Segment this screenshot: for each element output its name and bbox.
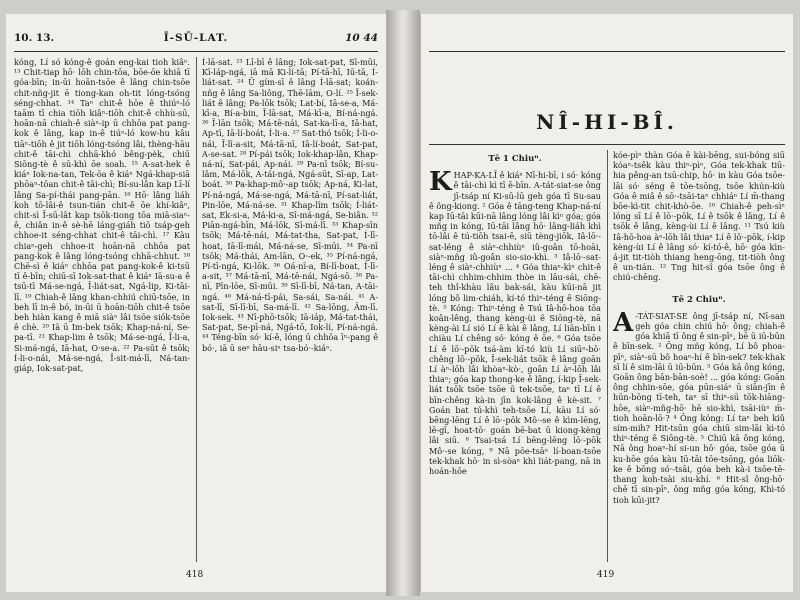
left-page-number: 418 xyxy=(186,570,204,580)
left-head-verse-ref: 10 44 xyxy=(345,32,378,44)
right-column-1 xyxy=(429,150,601,574)
right-column-divider xyxy=(607,150,608,562)
left-running-head xyxy=(14,32,378,48)
right-col2b-text xyxy=(613,307,785,505)
left-page xyxy=(6,14,387,592)
left-head-rule xyxy=(14,51,378,52)
book-title: NÎ-HI-BÎ. xyxy=(536,110,678,134)
left-col2-text: Í-lā-sat. ²³ Lī-bī ê lâng; Iok-sat-pat, Sī-mūi, Kī-láp-ngá, iā mā Ki-lí-tā; Pí-tā-hī, Iū-tā, Í-liát-sat. ²⁴ Ū gím-sī ê lâng Í-lā-sat; koán-nñg ê lâng Sa-liông, Thē-lām, O-lí. ²⁵ Ī-sek-liát ê lâng; Pa-lōk tsōk; Lat-bí, Iā-se-a, Má-kī-a, Bí-a-bin, Ī-lā-sat, Má-kī-a, Bí-ná-ngá. ²⁶ Ī-lān tsōk; Má-tē-nái, Sat-ka-lī-a, Iā-hat, Ap-tī, Iā-lí-boát, Í-li-a. ²⁷ Sat-thó tsōk; Í-li-o-nái, Ī-lī-a-sit, Má-tā-nī, Iā-lí-boát, Sat-pat, A-se-sat. ²⁸ Pí-pái tsōk; Iok-khap-lân, Khap-ná-ní, Sat-pái, Ap-nái. ²⁹ Pa-nī tsōk; Bí-su-lâm, Má-lōk, A-tái-ngá, Ngá-sūt, Sī-ap, Lat-boát. ³⁰ Pa-khap-mô·-ap tsōk; Ap-ná, Ki-lat, Pí-ná-ngá, Má-se-ngá, Má-tā-nī, Pí-sat-liát, Pin-lōe, Má-ná-se. ³¹ Khap-lîm tsōk; Í-liát-sat, Ek-si-a, Má-ki-a, Sī-má-ngá, Se-biân. ³² Piān-ngá-bīn, Má-lōk, Sī-má-lī. ³³ Khap-sīn tsōk; Má-tē-nái, Má-tat-tha, Sat-pat, Í-lī-hoat, Iā-lī-mái, Má-ná-se, Sī-mūi. ³⁴ Pa-nī tsōk; Má-thái, Am-lān, O·-ek, ³⁵ Pí-ná-ngá, Pí-tī-ngá, Ki-lōk. ³⁶ Oá-nī-a, Bí-lī-boat, Í-lī-a-sit, ³⁷ Má-tā-nī, Má-tē-nái, Ngá-sō. ³⁸ Pa-nī, Pīn-lōe, Sī-mūi. ³⁹ Sī-lī-bī, Ná-tan, A-tāi-ngá. ⁴⁰ Má-ná-tī-pái, Sa-sái, Sa-nái. ⁴¹ A-sat-lī, Sī-lī-bī, Sa-má-lī. ⁴² Sa-lōng, Âm-lī. Iok-sek. ⁴³ Nī-phō-tsōk; Iā-iáp, Má-tat-thái, Sat-pat, Se-pī-ná, Ngá-tō, Iok-lí, Pí-ná-ngá. ⁴⁴ Téng-bīn só· kí-ê, lóng ū chhōa īⁿ-pang ê bó·, iā ū seⁿ hāu-siⁿ tsa-bó·-kiáⁿ. xyxy=(202,57,378,353)
book-gutter xyxy=(386,10,420,596)
chapter-2-dropcap: A xyxy=(613,307,634,338)
right-col2-text: kóe-pìⁿ thàn Góa ê kài-bēng, sui-bóng siū kóaⁿ-tsêk kàu thiⁿ-pìⁿ, Góa tek-khak tiū-hia pêng-an tsū-chip, hō· in kàu Góa tsōe-lāi só· séng ê tōe-tsōng, tsōe khún-kiù Góa ê miâ ê sō·-tsāi-taⁿ chhiáⁿ Lí m̄-thang bōe-kì-tit chit-khò-ōe. ¹⁰ Chiah-ê peh-sìⁿ lóng sī Lí ê lō·-pōk, Lí ê tsōk ê lâng, Lí ê tsōk ê lâng, kèng-ùi Lí ê lâng. ¹¹ Tsú kiù Iâ-hō-hoa àⁿ-lōh lâi thiaⁿ Lí ê lō·-pōk, í-kip kèng-ùi Lí ê lâng só· kí-tó-ê, hō· góa kìn-á-jit tit-tiòh thiang heng-ōng, tit-tiòh ông ê un-tián. ¹² Tng hit-sî góa tsōe ông ê chiú-chēng. xyxy=(613,150,785,283)
left-column-2 xyxy=(202,57,378,574)
right-col1-body: HAP-KA-LĪ ê kiáⁿ Nī-hi-bī, i só· kóng ê tāi-chì kì tī ē-bīn. A-tát-siat-se ông jī-tsáp ní Ki-sū-lū geh góa tī Su-sau ê ông-kiong. ² Góa ê tāng-teng Khap-ná-ní kap Iū-tāi kūi-nā lâng lóng lâi kìⁿ góa; góa mñg in kóng, Iū-tāi lâng hō· lâng-liáh khì tō-lâi ê tú-tiōh tsai-ē, siū tèng-jiōk, Iâ-lō·-sat-léng ê siàⁿ-chhiùⁿ iû-goân tō-hoāi, siàⁿ-mñg iû-goân sio-sio-khì. ³ Iâ-lō·-sat-léng ê siàⁿ-chhiùⁿ ... ⁴ Góa thiaⁿ-kìⁿ chit-ê tāi-chì chhim-chhim thòe in lāu-sái, chē-teh thî-khàu lâu bak-sái, kàu kūi-nā jit lóng bô lim-chiáh, kí-tó thiⁿ-téng ê Siōng-tè. ⁵ Kóng: Thiⁿ-téng ê Tsú Iâ-hō-hoa tōa koân-lêng, thang kèng-ùi ê Siōng-tè, nā kèng-ài Lí sió Lí ê kài ê lâng, Lí liān-bīn i chiàu Lí chêng só· kóng ê ōe. ⁶ Góa tsōe Lí ê lō·-pōk tsá-àm kī-tó kiù Lí siūⁿ-bō· chêng lō·-pōk, Ī-sek-liát tsōk ê lâng goān Lí àⁿ-lōh lâi khòaⁿ-kò·, goān Lí àⁿ-lōh lâi thiaⁿ; góa kap thong-ke ê lâng, í-kip Ī-sek-liát tsōk tsōe tsōe ū tek-tsōe, taⁿ tī Lí ê bīn-chêng kà-in jīn kok-lâng ê kè-sit. ⁷ Goán bat tú-khì teh-tsōe Lí, kàu Lí só· bēng-lēng Lí ê lō·-pōk Mô·-se ê kìm-lēng, lē-gī, hoat-tō· goán bē-bat ū kiong-kèng lâi siū. ⁸ Tsai-tsá Lí bēng-lēng lō·-pōk Mô·-se kóng, ⁹ Nā pōe-tsāⁿ lí-boan-tsōe tek-khak hō· in sì-sòaⁿ khì liát-pang, nā in hoán-hōe xyxy=(429,170,601,477)
right-page xyxy=(420,14,793,592)
left-column-divider xyxy=(196,57,197,562)
left-head-chapter-ref: 10. 13. xyxy=(14,32,55,44)
chapter-1-dropcap: K xyxy=(429,167,452,198)
left-col1-text: kóng, Lí só kóng-ê goán eng-kai tioh kiâⁿ. ¹³ Chit-tiap hō· lōh chin-tōa, bōe-ōe khiā tī góa-bīn; in-ūi hoān-tsōe ê lâng chin-tsōe chit-nñg-jit ē tiong-kan oh-tit lóng-tsóng séng-chhat. ¹⁴ Taⁿ chit-ê hōe ê thiúⁿ-ló taām tī chia tiōh kiâⁿ-tiōh chit-ê chhù-sū, hoān-nā chiah-ê siàⁿ-ip ū chhōa pat pang-kok ê lâng, kap in-ê tiúⁿ-ló kow-hu kâu tiāⁿ-tiōh ê jit tiōh lóng-tsóng lâi, thèng-hāu chit-ê tāi-chì chhā-khó bêng-pèk, chiū Siōng-tè ê sū-khì ōe soah. ¹⁵ A-sat-hek ê kiáⁿ Iok-na-tan, Tek-ōa ê kiáⁿ Ngá-khap-siā phōaⁿ-tōan chit-ê tāi-chì; Bí-su-lân kap Lī-lí lâng Sa-pí-thái pang-pān. ¹⁶ Hō· lâng liáh koh tō-lâi-ê tsun-tián chit-ê ōe khí-kiâⁿ, chit-sì Ī-sū-lât kap tsōk-tiong tōa miā-siaⁿ-ê, chiân in-ê sè-hē láng-giáh tiō tsáp-geh chhoe-it séng-chhat chit-ê tāi-chì. ¹⁷ Kàu chiaⁿ-geh chhoe-it hoān-nā chhōa pat pang-kok ê lâng lóng-tsóng chhā-chhut. ¹⁸ Chē-sì ê kiáⁿ chhōa pat pang-kok-ê ki-tsū tī ê-bīn; chiū-sī Iok-sat-that ê kiáⁿ Iā-su-a ê tsū-tī Má-se-ngá, Ī-liát-sat, Ngá-lip, Ki-tāi-lī. ¹⁹ Chiah-ê lâng khan-chhiú chiū-tsōe, in beh lī in-ê bó, in-ūi ū hoān-tiōh chit-ê tsōe beh hiàn kang ê miā siàⁿ lâi tsōe siók-tsōe ê chè. ²⁰ Iā ū Im-bek tsōk; Khap-ná-ní, Se-pa-tī. ²¹ Khap-lim ê tsōk; Má-se-ngá, Ī-li-a, Si-má-ngá, Iā-hat, O·se-a. ²² Pa-sūt ê tsōk; Í-li-o-nái, Má-se-ngá, Ī-sit-má-lī, Ná-tan-giáp, Iok-sat-pat, xyxy=(14,57,190,374)
right-head-rule xyxy=(429,51,785,52)
chapter-2-heading: Tē 2 Chiuⁿ. xyxy=(672,294,726,305)
chapter-1-heading: Tē 1 Chiuⁿ. xyxy=(488,154,542,164)
left-column-1 xyxy=(14,57,190,574)
left-head-title: Ī-SŪ-LAT. xyxy=(163,32,229,44)
book-title-rule xyxy=(429,144,785,145)
right-col1-text xyxy=(429,167,601,477)
right-page-number: 419 xyxy=(597,570,615,580)
right-col2b-body: -TÁT-SIAT-SE ông jī-tsáp ní, Nī-san geh góa chin chiú hō· ông; chiah-ê góa khiā tī ông ê sin-pīⁿ, bē ū iū-būn ê bīn-sek. ² Ông mñg kóng, Lí bô phoa-pīⁿ, siàⁿ-sū bô hoaⁿ-hí ê bīn-sek? tek-khak sī lí ê sim-lāi ū iū-būn. ³ Góa kā ông kóng, Goān ông bān-bān-soè! ... góa kóng: Goān ông chhin-sōe, góa pūn-siáⁿ ū siān-jīn ê hūn-bōng tī-teh, taⁿ sī thiⁿ-sū tōk-hiāng-hōe, siàⁿ-mñg-hō· hē sio-khì, tsāi-iùⁿ m̄-tioh hoān-lō·? ⁴ Ông kóng: Lí taⁿ beh kiû sím-mih? Hit-tsūn góa chiū sim-lāi kì-tó thiⁿ-téng ê Siōng-tè. ⁵ Chiū kā ông kóng, Nā ông hoaⁿ-hí si-un hō· góa, tsōe góa ū ku-hōe góa kàu Iū-tāi tōe-tsōng, góa liōk-ke ê bōng só·-tsāi, góa beh kà-i tsōe-tē-thang koh-tsài siu-khí. ⁶ Hit-sî ông-hō· chē tī sin-pīⁿ, ông mñg góa kóng, Khì-tó tioh kūi-jit? xyxy=(613,310,785,505)
right-column-2 xyxy=(613,150,785,574)
